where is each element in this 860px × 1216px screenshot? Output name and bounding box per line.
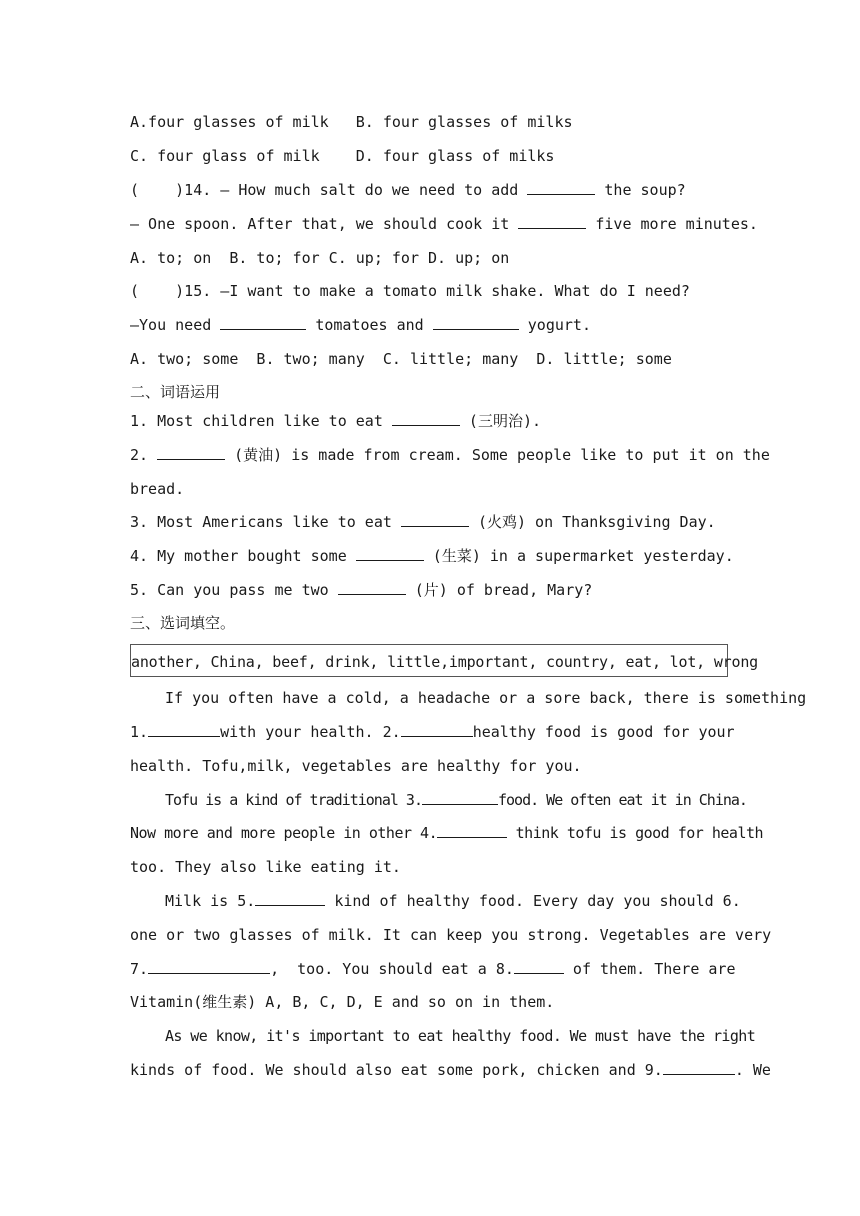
q15-reply-text: —You need bbox=[130, 316, 221, 334]
passage-blank-5[interactable] bbox=[255, 891, 325, 906]
p3-l1-end: kind of healthy food. Every day you should 6. bbox=[325, 892, 741, 910]
section3-heading: 三、选词填空。 bbox=[130, 614, 236, 632]
passage-p3-line1 bbox=[130, 891, 741, 911]
item1-text: 1. Most children like to eat bbox=[130, 412, 392, 430]
item1-hint: (三明治). bbox=[459, 412, 542, 430]
p1-l2-mid: with your health. 2. bbox=[220, 723, 401, 741]
passage-p1-line2 bbox=[130, 722, 735, 742]
item4-hint: (生菜) in a supermarket yesterday. bbox=[423, 547, 734, 565]
p3-l3-start: 7. bbox=[130, 960, 149, 978]
item4-text: 4. My mother bought some bbox=[130, 547, 356, 565]
passage-blank-9[interactable] bbox=[663, 1060, 735, 1075]
item4-blank[interactable] bbox=[356, 546, 424, 561]
section2-item-2 bbox=[130, 445, 770, 465]
p4-l2-start: kinds of food. We should also eat some pork, chicken and 9. bbox=[130, 1061, 663, 1079]
p4-l2-end: . We bbox=[734, 1061, 771, 1079]
passage-p4-line1: As we know, it's important to eat healthy food. We must have the right bbox=[165, 1027, 756, 1045]
item3-hint: (火鸡) on Thanksgiving Day. bbox=[468, 513, 716, 531]
q15-reply bbox=[130, 315, 591, 335]
passage-blank-2[interactable] bbox=[401, 722, 473, 737]
section2-item-5 bbox=[130, 580, 592, 600]
section2-item-1 bbox=[130, 411, 541, 431]
p3-l3-mid: , too. You should eat a 8. bbox=[270, 960, 514, 978]
passage-blank-8[interactable] bbox=[514, 959, 564, 974]
word-bank-text: another, China, beef, drink, little,important, country, eat, lot, wrong bbox=[131, 653, 758, 671]
item5-hint: (片) of bread, Mary? bbox=[405, 581, 593, 599]
passage-p3-line3 bbox=[130, 959, 736, 979]
item3-text: 3. Most Americans like to eat bbox=[130, 513, 401, 531]
item3-blank[interactable] bbox=[401, 512, 469, 527]
passage-p2-line3: too. They also like eating it. bbox=[130, 858, 401, 876]
passage-p3-line4: Vitamin(维生素) A, B, C, D, E and so on in them. bbox=[130, 993, 555, 1011]
q15-stem: ( )15. —I want to make a tomato milk shake. What do I need? bbox=[130, 282, 690, 300]
p2-l2-end: think tofu is good for health bbox=[507, 824, 764, 842]
q14-stem-text: ( )14. — How much salt do we need to add bbox=[130, 181, 528, 199]
p1-l2-end: healthy food is good for your bbox=[472, 723, 735, 741]
q14-stem bbox=[130, 180, 686, 200]
q14-stem-end: the soup? bbox=[595, 181, 686, 199]
q15-blank-2[interactable] bbox=[433, 315, 519, 330]
p2-l2-start: Now more and more people in other 4. bbox=[130, 824, 438, 842]
passage-p1-line1: If you often have a cold, a headache or a sore back, there is something bbox=[165, 689, 807, 707]
item5-blank[interactable] bbox=[338, 580, 406, 595]
q14-options: A. to; on B. to; for C. up; for D. up; on bbox=[130, 249, 510, 267]
item2-hint: (黄油) is made from cream. Some people like to put it on the bbox=[225, 446, 770, 464]
q15-blank-1[interactable] bbox=[220, 315, 306, 330]
section2-heading: 二、词语运用 bbox=[130, 383, 221, 401]
passage-p3-line2: one or two glasses of milk. It can keep you strong. Vegetables are very bbox=[130, 926, 772, 944]
q13-options-row-2: C. four glass of milk D. four glass of milks bbox=[130, 147, 555, 165]
section2-item-4 bbox=[130, 546, 734, 566]
passage-p4-line2 bbox=[130, 1060, 771, 1080]
passage-blank-4[interactable] bbox=[437, 823, 507, 838]
p3-l1-start: Milk is 5. bbox=[165, 892, 256, 910]
passage-p2-line2 bbox=[130, 823, 764, 843]
p2-l1-start: Tofu is a kind of traditional 3. bbox=[165, 791, 422, 809]
q14-reply-end: five more minutes. bbox=[586, 215, 758, 233]
section2-item-2-cont: bread. bbox=[130, 480, 185, 498]
p2-l1-end: food. We often eat it in China. bbox=[497, 791, 747, 809]
item2-text: 2. bbox=[130, 446, 158, 464]
section2-item-3 bbox=[130, 512, 716, 532]
item5-text: 5. Can you pass me two bbox=[130, 581, 338, 599]
p3-l3-end: of them. There are bbox=[563, 960, 736, 978]
passage-blank-3[interactable] bbox=[422, 790, 498, 805]
passage-p1-line3: health. Tofu,milk, vegetables are healthy for you. bbox=[130, 757, 582, 775]
q13-options-row-1: A.four glasses of milk B. four glasses of milks bbox=[130, 113, 573, 131]
passage-p2-line1 bbox=[130, 790, 747, 810]
q14-blank-2[interactable] bbox=[518, 214, 586, 229]
blank1-num: 1. bbox=[130, 723, 149, 741]
q15-reply-mid: tomatoes and bbox=[306, 316, 433, 334]
word-bank-box bbox=[130, 644, 758, 677]
item1-blank[interactable] bbox=[392, 411, 460, 426]
passage-blank-1[interactable] bbox=[148, 722, 220, 737]
q15-options: A. two; some B. two; many C. little; many D. little; some bbox=[130, 350, 672, 368]
item2-blank[interactable] bbox=[157, 445, 225, 460]
q14-reply-text: — One spoon. After that, we should cook it bbox=[130, 215, 519, 233]
passage-blank-7[interactable] bbox=[148, 959, 270, 974]
q15-reply-end: yogurt. bbox=[518, 316, 591, 334]
q14-reply bbox=[130, 214, 758, 234]
q14-blank-1[interactable] bbox=[527, 180, 595, 195]
